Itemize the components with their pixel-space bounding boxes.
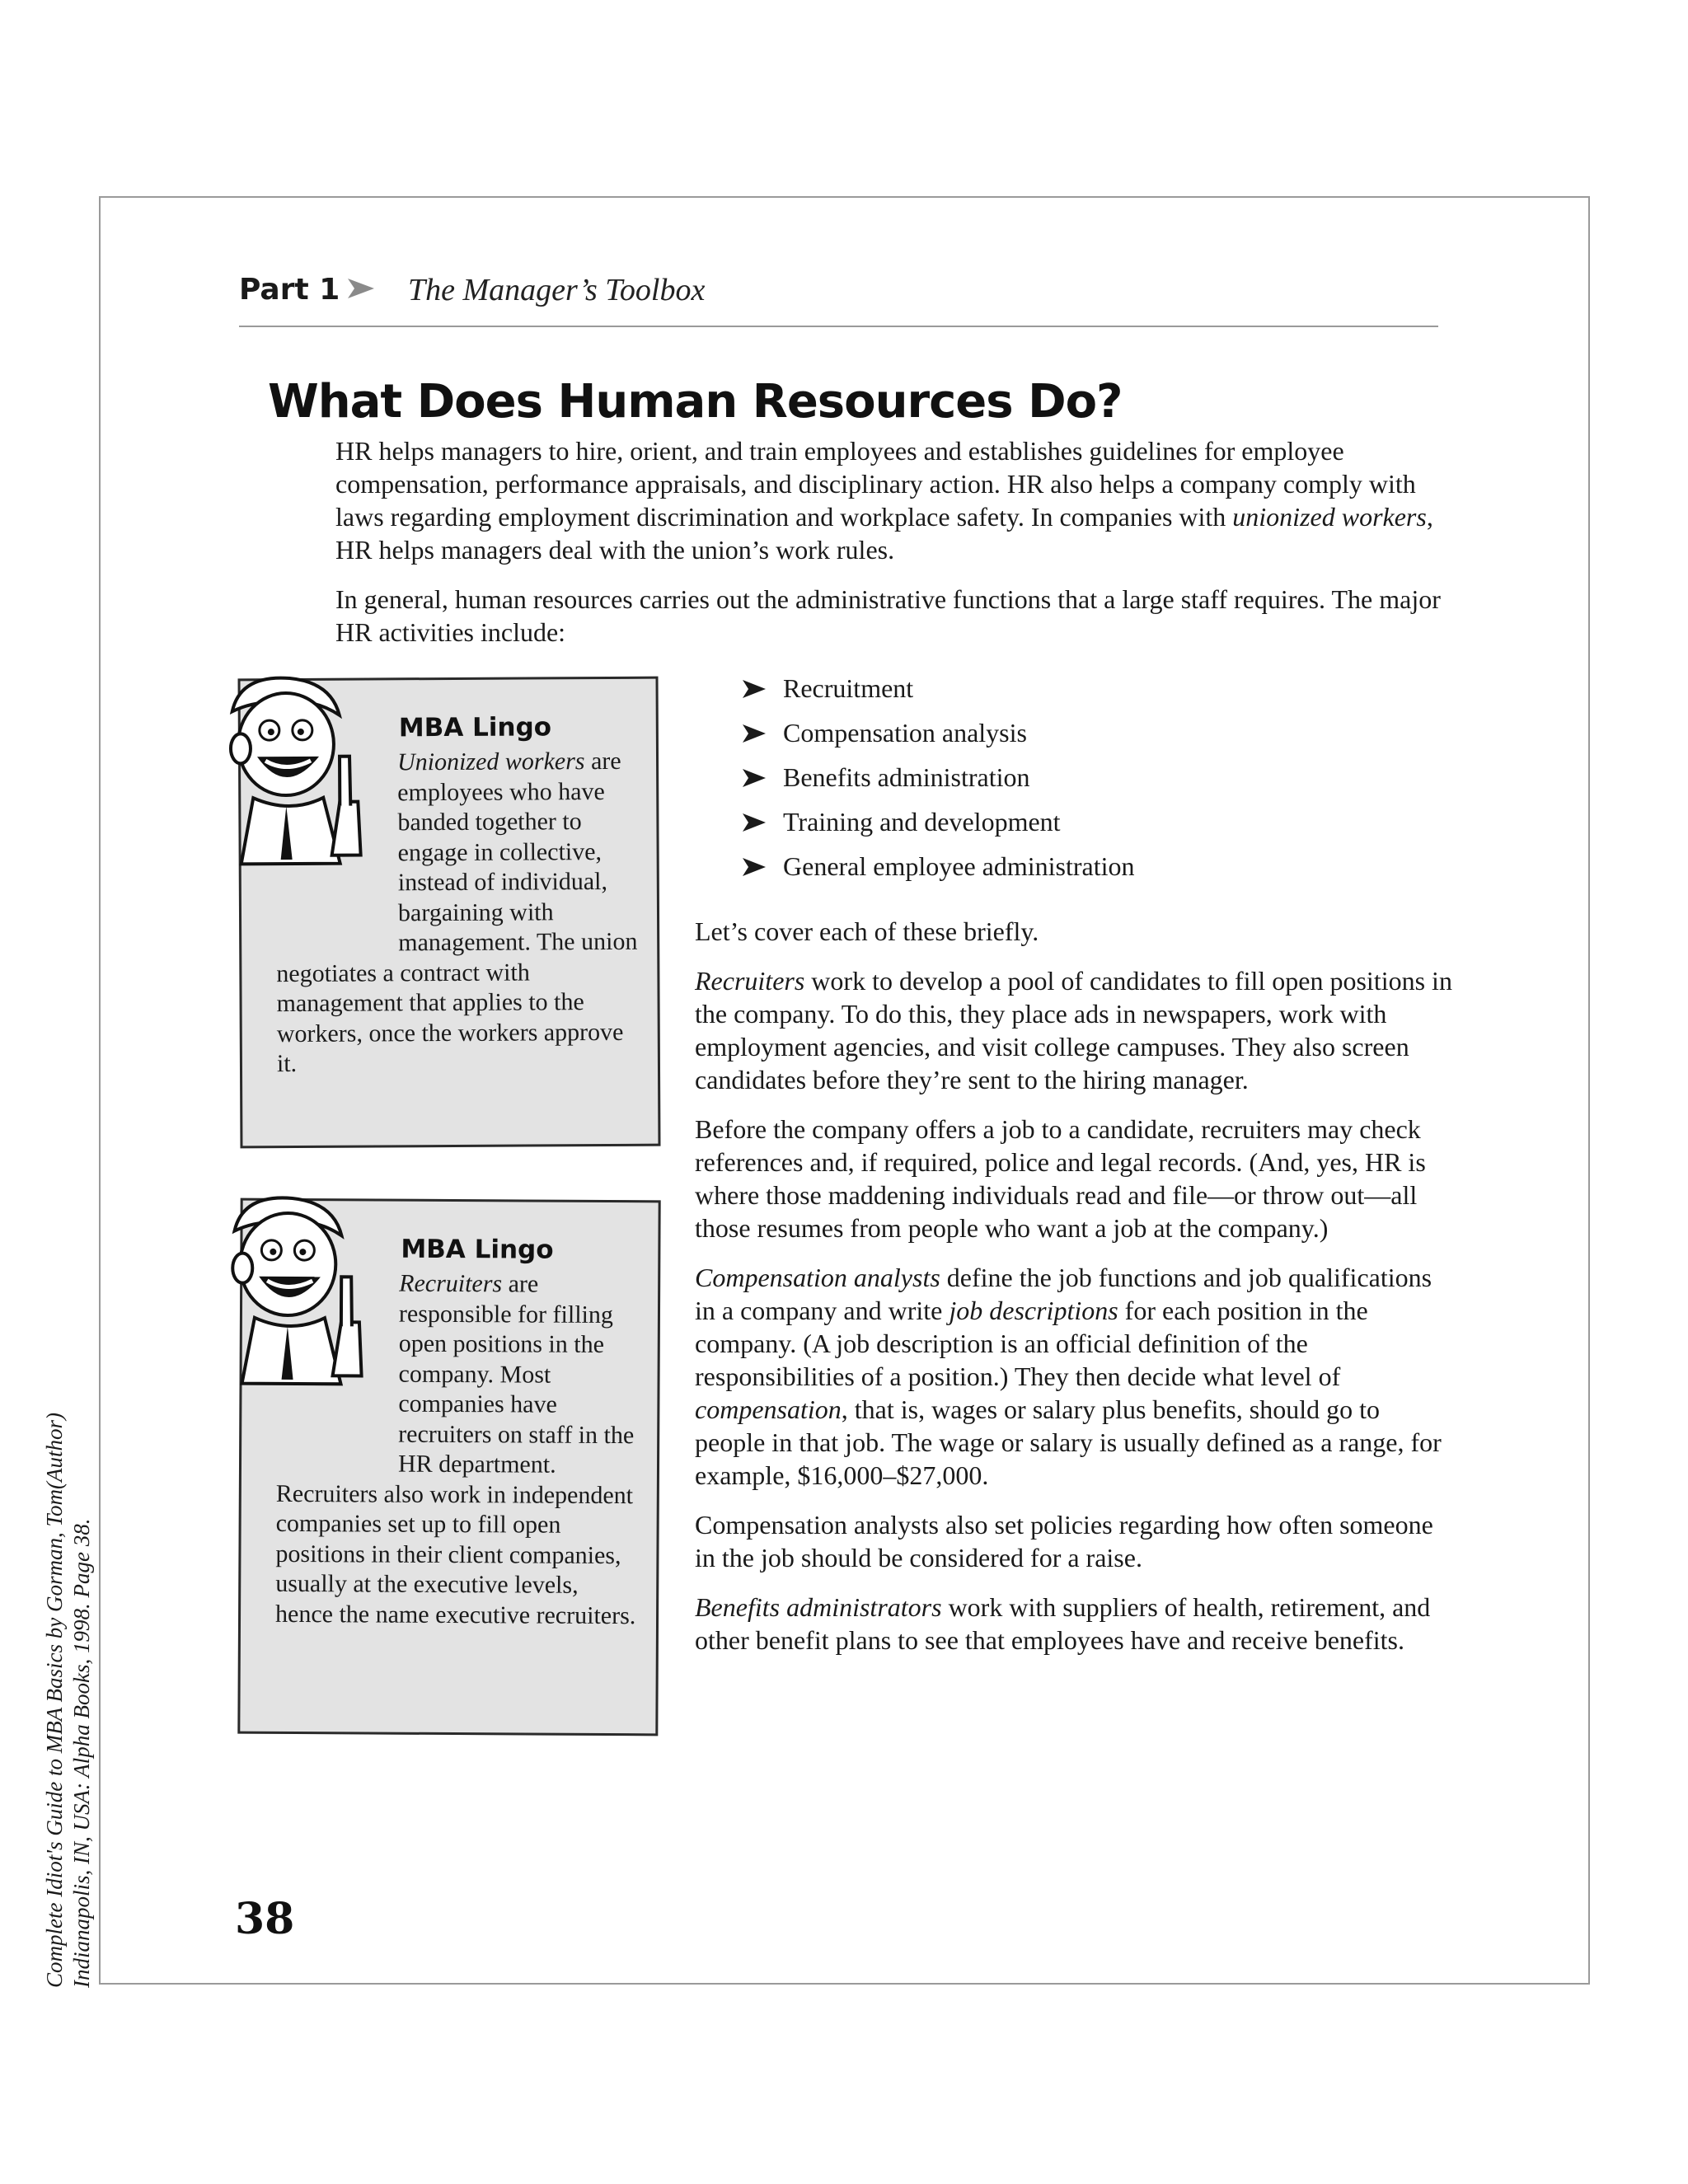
arrow-separator-icon <box>346 276 376 301</box>
sidebar-title: MBA Lingo <box>401 1234 554 1265</box>
running-head <box>239 268 1438 327</box>
hr-activities-list <box>742 668 1135 890</box>
part-subtitle: The Manager’s Toolbox <box>408 273 706 307</box>
bullet-arrow-icon <box>742 857 767 877</box>
body-paragraph: Compensation analysts define the job functions and job qualifications in a company and write job descriptions for each position in the company. (A job description is an official definition of the responsibilities of a position.) They then decide what level of compensation, that is, wages or salary plus benefits, should go to people in that job. The wage or salary is usually defined as a range, for example, $16,000–$27,000. <box>695 1263 1442 1490</box>
side-citation <box>41 1411 96 1988</box>
body-paragraph: Before the company offers a job to a candidate, recruiters may check references and, if required, police and legal records. (And, yes, HR is where those maddening individuals read and file—or throw out—all those resumes from people who want a job at the company.) <box>695 1114 1426 1243</box>
sidebar-title: MBA Lingo <box>398 712 552 743</box>
body-paragraph: Let’s cover each of these briefly. <box>695 916 1039 946</box>
list-item: Recruitment <box>742 668 1135 712</box>
intro-text <box>335 434 1448 665</box>
citation-line-2: Indianapolis, IN, USA: Alpha Books, 1998. Page 38. <box>69 1518 94 1988</box>
bullet-arrow-icon <box>742 768 767 788</box>
main-body-text <box>695 915 1453 1673</box>
bullet-arrow-icon <box>742 679 767 699</box>
list-item: Benefits administration <box>742 757 1135 801</box>
mba-lingo-sidebar <box>237 1198 660 1736</box>
body-paragraph: Benefits administrators work with suppliers of health, retirement, and other benefit plans to see that employees have and receive benefits. <box>695 1592 1431 1655</box>
bullet-arrow-icon <box>742 724 767 743</box>
mba-lingo-sidebar <box>238 677 661 1149</box>
sidebar-text: Recruiters are responsible for filling open positions in the company. Most companies have recruiters on staff in the HR department. Recruiters also work in independent companies set up to fill open positions in their client companies, usually at the executive levels, hence the name executive recruiters. <box>274 1269 636 1629</box>
intro-paragraph-2: In general, human resources carries out the administrative functions that a large staff requires. The major HR activities include: <box>335 584 1441 647</box>
body-paragraph: Compensation analysts also set policies regarding how often someone in the job should be considered for a raise. <box>695 1510 1433 1572</box>
body-paragraph: Recruiters work to develop a pool of candidates to fill open positions in the company. To do this, they place ads in newspapers, work with employment agencies, and visit college campuses. They also screen candidates before they’re sent to the hiring manager. <box>695 966 1452 1094</box>
page-number: 38 <box>235 1894 295 1944</box>
section-heading: What Does Human Resources Do? <box>268 375 1123 429</box>
list-item: Compensation analysis <box>742 712 1135 757</box>
citation-line-1: Complete Idiot's Guide to MBA Basics by Gorman, Tom(Author) <box>42 1413 67 1988</box>
list-item: General employee administration <box>742 846 1135 890</box>
part-label: Part 1 <box>239 273 340 307</box>
intro-paragraph-1: HR helps managers to hire, orient, and train employees and establishes guidelines for employee compensation, performance appraisals, and disciplinary action. HR also helps a company comply with laws regarding employment discrimination and workplace safety. In companies with unionized workers, HR helps managers deal with the union’s work rules. <box>335 436 1433 565</box>
sidebar-text: Unionized workers are employees who have banded together to engage in collective, instead of individual, bargaining with management. The union negotiates a contract with management that applies to the workers, once the workers approve it. <box>276 747 638 1078</box>
list-item: Training and development <box>742 801 1135 846</box>
bullet-arrow-icon <box>742 813 767 832</box>
